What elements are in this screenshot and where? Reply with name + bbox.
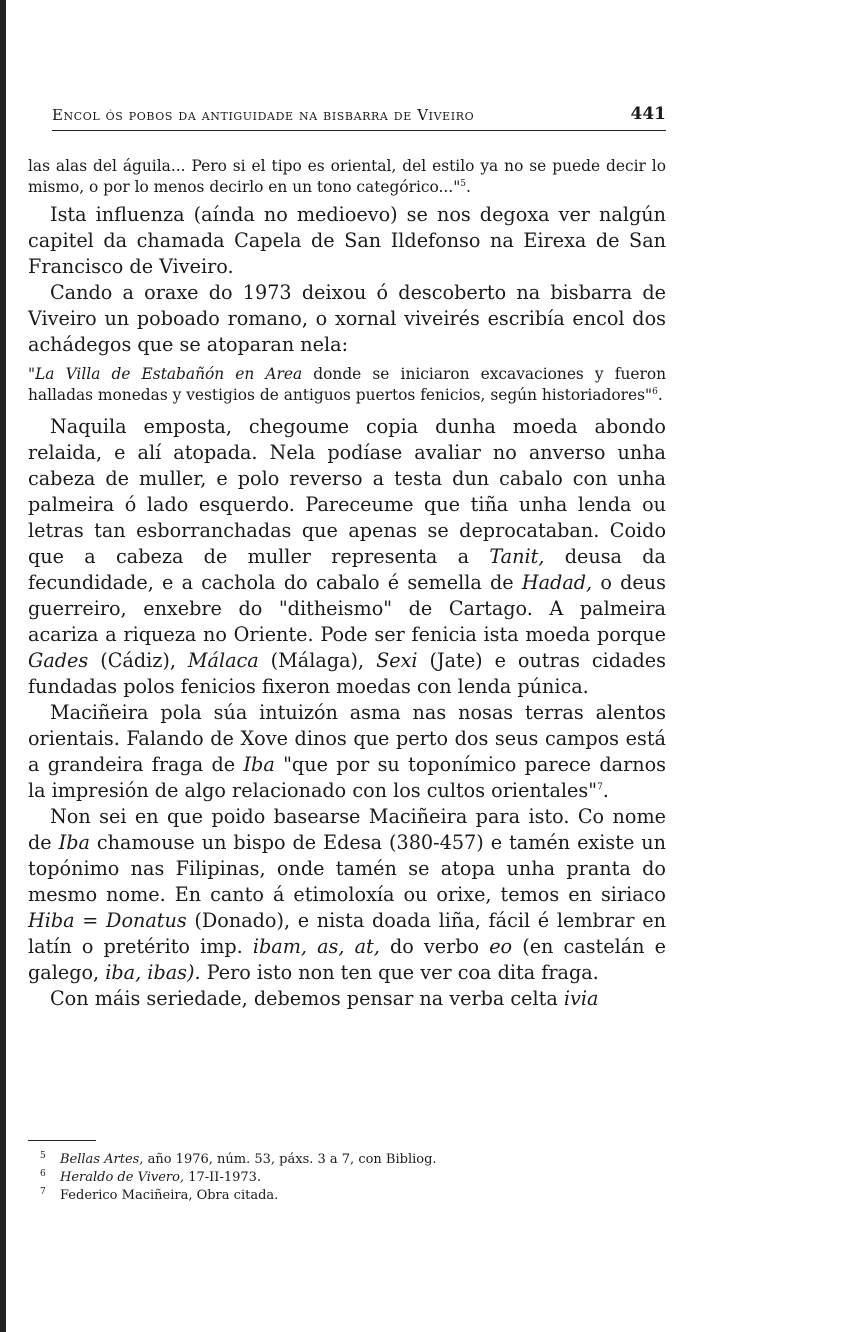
quote-2-italic: "La Villa de Estabañón en Area xyxy=(28,365,303,383)
paragraph-3-text: (Cádiz), xyxy=(88,649,188,672)
footnote-mark: 7 xyxy=(40,1187,46,1197)
paragraph-5-italic: eo xyxy=(489,935,513,958)
paragraph-5-text: (Donado), e nista doada liña, fácil é lembrar en latín o pretérito imp. xyxy=(28,909,666,958)
paragraph-5-text: do verbo xyxy=(379,935,490,958)
footnote-source: Bellas Artes, xyxy=(60,1152,144,1167)
paragraph-3-text: (Jate) e outras cidades fundadas polos fenicios fixeron moedas con lenda púnica. xyxy=(28,649,667,698)
footnote-item xyxy=(40,1187,437,1205)
paragraph-6-italic: ivia xyxy=(563,987,599,1010)
running-header xyxy=(52,104,666,131)
footnote-mark: 6 xyxy=(40,1169,46,1179)
footnote-ref-6: 6 xyxy=(652,386,658,397)
paragraph-3-italic: Tanit, xyxy=(489,545,545,568)
running-header-title: Encol ós pobos da antiguidade na bisbarra de Viveiro xyxy=(52,106,475,124)
paragraph-5-text: Non sei en que poido basearse Maciñeira para isto. Co nome de xyxy=(28,805,666,854)
paragraph-3-italic: Gades xyxy=(28,649,89,672)
paragraph-4: Maciñeira pola súa intuizón asma nas nosas terras alentos orientais. Falando de Xove dinos que perto dos seus campos está a grandeira fraga de Iba "que por su toponímico parece darnos la impresión de algo relacionado con los cultos orientales"$^7$. xyxy=(28,701,666,802)
quote-2-text: donde se iniciaron excavaciones y fueron halladas monedas y vestigios de antiguos puertos fenicios, según historiadores" xyxy=(28,365,666,404)
paragraph-3 xyxy=(28,414,666,700)
page-number: 441 xyxy=(630,104,666,124)
paragraph-3-text: o deus guerreiro, enxebre do "ditheismo" de Cartago. A palmeira acariza a riqueza no Oriente. Pode ser fenicia ista moeda porque xyxy=(28,571,666,646)
page-body xyxy=(28,156,666,1012)
paragraph-6 xyxy=(28,986,666,1012)
footnote-source: Heraldo de Vivero, xyxy=(60,1170,185,1185)
paragraph-5-italic: ibam, as, at, xyxy=(252,935,380,958)
paragraph-3-italic: Hadad, xyxy=(521,571,593,594)
paragraph-5-text: chamouse un bispo de Edesa (380-457) e tamén existe un topónimo nas Filipinas, onde tamén se atopa unha pranta do mesmo nome. En canto á etimoloxía ou orixe, temos en siriaco xyxy=(28,831,666,906)
footnotes xyxy=(40,1151,437,1205)
paragraph-3-text: (Málaga), xyxy=(258,649,377,672)
paragraph-2: Cando a oraxe do 1973 deixou ó descoberto na bisbarra de Viveiro un poboado romano, o xornal viveirés escribía encol dos achádegos que se atoparan nela: xyxy=(28,281,666,356)
paragraph-5-text: (en castelán e galego, xyxy=(28,935,666,984)
footnote-separator xyxy=(28,1140,96,1141)
paragraph-4-text: "que por su toponímico parece darnos la impresión de algo relacionado con los cultos orientales" xyxy=(28,753,666,802)
paragraph-5-italic: Hiba = Donatus xyxy=(28,909,187,932)
paragraph-3-text: Naquila emposta, chegoume copia dunha moeda abondo relaida, e alí atopada. Nela podíase avaliar no anverso unha cabeza de muller, e polo reverso a testa dun cabalo con unha palmeira ó lado esquerdo. Pareceume que tiña unha lenda ou letras tan esborranchadas que apenas se deprocataban. Coido que a cabeza de muller representa a xyxy=(28,415,666,568)
paragraph-3-italic: Málaca xyxy=(187,649,259,672)
page-spine-edge xyxy=(0,0,6,1332)
footnote-ref-5: 5 xyxy=(460,178,467,189)
paragraph-5 xyxy=(28,804,666,986)
footnote-item xyxy=(40,1151,437,1169)
paragraph-3-italic: Sexi xyxy=(376,649,418,672)
footnote-ref-7: 7 xyxy=(597,782,603,793)
footnote-text: Federico Maciñeira, Obra citada. xyxy=(60,1188,279,1203)
paragraph-4-italic: Iba xyxy=(243,753,275,776)
block-quote-1: las alas del águila... Pero si el tipo es oriental, del estilo ya no se puede decir lo mismo, o por lo menos decirlo en un tono categórico..."$^5$. xyxy=(28,157,666,196)
footnote-mark: 5 xyxy=(40,1151,46,1161)
footnote-text: año 1976, núm. 53, páxs. 3 a 7, con Bibliog. xyxy=(143,1152,437,1167)
paragraph-4-text: Maciñeira pola súa intuizón asma nas nosas terras alentos orientais. Falando de Xove dinos que perto dos seus campos está a grandeira fraga de xyxy=(28,701,666,776)
paragraph-6-text: Con máis seriedade, debemos pensar na verba celta xyxy=(50,987,564,1010)
block-quote-2: "La Villa de Estabañón en Area donde se iniciaron excavaciones y fueron halladas monedas y vestigios de antiguos puertos fenicios, según historiadores"$^6$. xyxy=(28,365,666,404)
paragraph-5-italic: Iba xyxy=(58,831,90,854)
paragraph-3-text: deusa da fecundidade, e a cachola do cabalo é semella de xyxy=(28,545,666,594)
paragraph-5-italic: iba, ibas). xyxy=(105,961,201,984)
footnote-item xyxy=(40,1169,437,1187)
footnote-text: 17-II-1973. xyxy=(184,1170,262,1185)
paragraph-1: Ista influenza (aínda no medioevo) se nos degoxa ver nalgún capitel da chamada Capela de San Ildefonso na Eirexa de San Francisco de Viveiro. xyxy=(28,203,666,278)
paragraph-5-text: Pero isto non ten que ver coa dita fraga. xyxy=(200,961,599,984)
quote-1-text: las alas del águila... Pero si el tipo es oriental, del estilo ya no se puede decir lo mismo, o por lo menos decirlo en un tono categórico..." xyxy=(28,157,666,196)
